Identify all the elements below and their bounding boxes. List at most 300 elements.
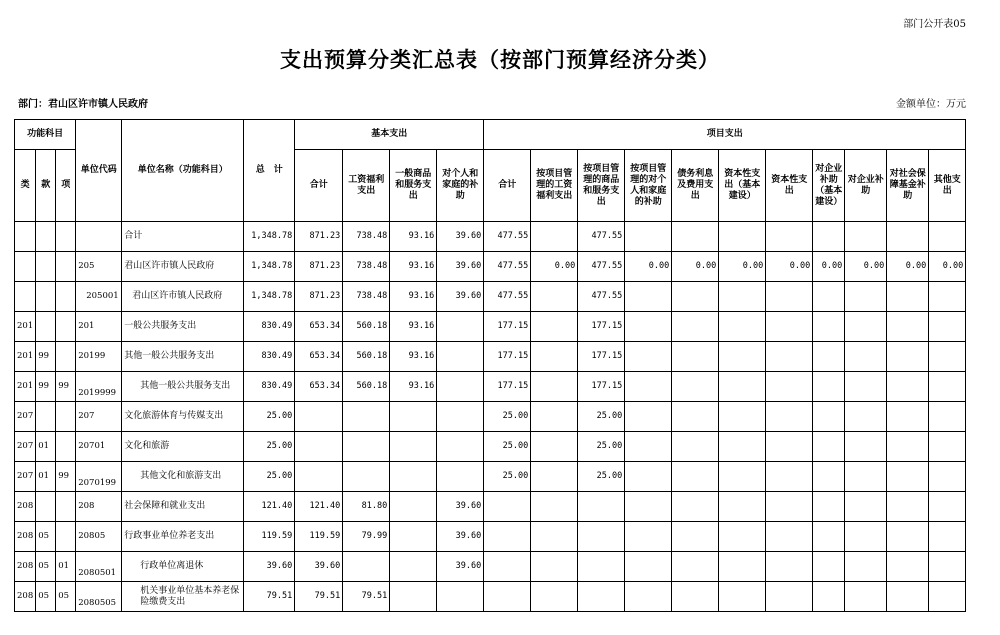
department-label: 部门：君山区许市镇人民政府	[18, 99, 148, 110]
cell-amount: 0.00	[625, 252, 672, 282]
cell-amount: 0.00	[766, 252, 813, 282]
cell-unit-name: 文化旅游体育与传媒支出	[122, 402, 244, 432]
cell-amount: 738.48	[343, 222, 390, 252]
cell-unit-name: 君山区许市镇人民政府	[122, 282, 244, 312]
cell-amount: 560.18	[343, 342, 390, 372]
cell-lei: 208	[15, 522, 36, 552]
cell-amount: 25.00	[244, 432, 295, 462]
cell-amount: 0.00	[813, 252, 845, 282]
cell-unit-code: 207	[76, 402, 122, 432]
cell-xiang: 05	[56, 582, 76, 612]
cell-unit-code: 2080505	[76, 582, 122, 612]
cell-amount	[887, 372, 929, 402]
cell-amount	[390, 582, 437, 612]
cell-kuan	[36, 402, 56, 432]
cell-amount: 738.48	[343, 282, 390, 312]
cell-amount: 1,348.78	[244, 252, 295, 282]
cell-amount: 653.34	[295, 372, 343, 402]
cell-unit-name: 其他一般公共服务支出	[122, 342, 244, 372]
cell-unit-code: 205001	[76, 282, 122, 312]
header-kuan: 款	[36, 150, 56, 222]
cell-amount: 25.00	[484, 402, 531, 432]
cell-unit-code: 205	[76, 252, 122, 282]
cell-amount	[766, 312, 813, 342]
cell-amount	[531, 492, 578, 522]
cell-amount	[929, 282, 966, 312]
cell-amount	[766, 522, 813, 552]
cell-unit-name: 合计	[122, 222, 244, 252]
header-func-subject: 功能科目	[15, 120, 76, 150]
cell-amount	[719, 222, 766, 252]
cell-amount	[484, 582, 531, 612]
cell-amount	[813, 312, 845, 342]
cell-amount: 93.16	[390, 252, 437, 282]
cell-amount	[929, 222, 966, 252]
table-row	[15, 372, 966, 402]
cell-amount	[625, 402, 672, 432]
cell-amount	[766, 492, 813, 522]
cell-amount	[719, 552, 766, 582]
cell-unit-code: 2070199	[76, 462, 122, 492]
cell-amount	[719, 462, 766, 492]
table-row	[15, 582, 966, 612]
cell-amount	[437, 462, 484, 492]
cell-kuan: 99	[36, 372, 56, 402]
cell-amount	[437, 582, 484, 612]
cell-amount	[531, 432, 578, 462]
cell-amount: 25.00	[484, 432, 531, 462]
cell-amount: 177.15	[484, 312, 531, 342]
cell-amount	[625, 282, 672, 312]
form-number: 部门公开表05	[903, 19, 966, 30]
cell-amount	[845, 432, 887, 462]
header-project-col: 资本性支出（基本建设）	[719, 150, 766, 222]
cell-amount	[390, 492, 437, 522]
cell-amount	[929, 582, 966, 612]
cell-amount	[531, 462, 578, 492]
cell-amount	[531, 282, 578, 312]
cell-amount	[813, 432, 845, 462]
cell-amount	[813, 582, 845, 612]
cell-amount	[887, 312, 929, 342]
header-basic-col: 对个人和家庭的补助	[437, 150, 484, 222]
cell-amount: 177.15	[578, 342, 625, 372]
cell-amount: 0.00	[887, 252, 929, 282]
cell-kuan	[36, 252, 56, 282]
header-project-col: 其他支出	[929, 150, 966, 222]
cell-unit-name: 文化和旅游	[122, 432, 244, 462]
cell-amount	[845, 552, 887, 582]
cell-amount: 119.59	[295, 522, 343, 552]
cell-amount: 79.51	[343, 582, 390, 612]
cell-amount	[887, 342, 929, 372]
cell-amount	[845, 222, 887, 252]
cell-amount	[343, 462, 390, 492]
cell-amount	[531, 342, 578, 372]
cell-kuan: 05	[36, 522, 56, 552]
cell-xiang	[56, 402, 76, 432]
cell-amount: 177.15	[578, 372, 625, 402]
cell-amount	[672, 402, 719, 432]
cell-amount	[766, 342, 813, 372]
cell-amount	[845, 522, 887, 552]
cell-lei: 201	[15, 312, 36, 342]
cell-amount	[929, 492, 966, 522]
cell-amount	[531, 312, 578, 342]
cell-lei: 201	[15, 372, 36, 402]
header-project-col: 按项目管理的工资福利支出	[531, 150, 578, 222]
header-project-col: 合计	[484, 150, 531, 222]
cell-lei	[15, 282, 36, 312]
cell-amount	[719, 372, 766, 402]
cell-amount: 560.18	[343, 312, 390, 342]
cell-amount	[625, 552, 672, 582]
cell-amount	[531, 582, 578, 612]
header-project-col: 按项目管理的对个人和家庭的补助	[625, 150, 672, 222]
cell-unit-code: 2019999	[76, 372, 122, 402]
cell-unit-code: 20199	[76, 342, 122, 372]
expenditure-table	[14, 119, 966, 612]
cell-amount	[484, 552, 531, 582]
cell-amount	[766, 552, 813, 582]
cell-kuan	[36, 282, 56, 312]
cell-amount: 871.23	[295, 282, 343, 312]
cell-amount	[719, 492, 766, 522]
cell-amount	[672, 582, 719, 612]
cell-amount	[343, 552, 390, 582]
cell-amount	[672, 372, 719, 402]
cell-kuan	[36, 222, 56, 252]
cell-unit-code: 20805	[76, 522, 122, 552]
table-row	[15, 342, 966, 372]
cell-amount	[672, 222, 719, 252]
cell-amount	[766, 372, 813, 402]
cell-amount	[531, 372, 578, 402]
cell-amount: 119.59	[244, 522, 295, 552]
cell-amount	[766, 462, 813, 492]
cell-amount	[887, 402, 929, 432]
cell-kuan: 05	[36, 552, 56, 582]
cell-amount	[719, 432, 766, 462]
cell-lei	[15, 252, 36, 282]
cell-amount	[887, 432, 929, 462]
cell-amount	[531, 522, 578, 552]
cell-amount	[672, 522, 719, 552]
cell-amount: 560.18	[343, 372, 390, 402]
cell-amount: 0.00	[929, 252, 966, 282]
cell-amount	[295, 432, 343, 462]
cell-kuan: 01	[36, 432, 56, 462]
cell-xiang	[56, 222, 76, 252]
cell-amount	[437, 372, 484, 402]
cell-kuan: 99	[36, 342, 56, 372]
cell-amount	[625, 342, 672, 372]
cell-kuan	[36, 312, 56, 342]
cell-amount	[437, 432, 484, 462]
currency-unit-label: 金额单位：万元	[896, 99, 966, 110]
cell-amount	[845, 582, 887, 612]
cell-amount	[845, 312, 887, 342]
cell-amount	[719, 342, 766, 372]
cell-amount: 477.55	[484, 252, 531, 282]
cell-amount: 477.55	[578, 282, 625, 312]
cell-amount	[929, 312, 966, 342]
cell-amount	[578, 522, 625, 552]
table-row	[15, 462, 966, 492]
cell-amount: 93.16	[390, 342, 437, 372]
header-total: 总 计	[244, 120, 295, 222]
cell-amount	[625, 312, 672, 342]
cell-amount	[390, 432, 437, 462]
cell-lei: 207	[15, 432, 36, 462]
cell-unit-name: 行政单位离退休	[122, 552, 244, 582]
cell-amount: 93.16	[390, 222, 437, 252]
header-project-col: 对社会保障基金补助	[887, 150, 929, 222]
cell-amount: 39.60	[437, 492, 484, 522]
cell-amount: 653.34	[295, 312, 343, 342]
cell-amount: 25.00	[578, 402, 625, 432]
cell-amount	[813, 372, 845, 402]
table-row	[15, 522, 966, 552]
cell-amount	[625, 522, 672, 552]
cell-amount	[766, 282, 813, 312]
cell-amount	[437, 402, 484, 432]
cell-amount	[390, 522, 437, 552]
table-row	[15, 252, 966, 282]
cell-amount	[484, 492, 531, 522]
cell-amount: 39.60	[437, 222, 484, 252]
cell-amount	[625, 372, 672, 402]
cell-amount	[625, 462, 672, 492]
cell-amount	[929, 342, 966, 372]
cell-unit-code: 208	[76, 492, 122, 522]
cell-amount: 39.60	[244, 552, 295, 582]
cell-amount	[343, 402, 390, 432]
cell-amount	[845, 372, 887, 402]
cell-amount: 25.00	[578, 462, 625, 492]
cell-xiang: 99	[56, 372, 76, 402]
cell-unit-name: 社会保障和就业支出	[122, 492, 244, 522]
cell-lei: 201	[15, 342, 36, 372]
header-lei: 类	[15, 150, 36, 222]
cell-kuan: 05	[36, 582, 56, 612]
cell-amount	[625, 432, 672, 462]
cell-amount: 121.40	[244, 492, 295, 522]
cell-amount	[578, 492, 625, 522]
table-row	[15, 552, 966, 582]
header-unit-code: 单位代码	[76, 120, 122, 222]
cell-amount	[845, 462, 887, 492]
cell-unit-code: 201	[76, 312, 122, 342]
cell-amount: 25.00	[578, 432, 625, 462]
cell-xiang: 01	[56, 552, 76, 582]
cell-amount	[887, 222, 929, 252]
cell-amount	[578, 552, 625, 582]
header-xiang: 项	[56, 150, 76, 222]
cell-lei: 208	[15, 492, 36, 522]
cell-amount	[625, 222, 672, 252]
cell-amount	[813, 492, 845, 522]
cell-amount	[437, 342, 484, 372]
cell-amount	[390, 552, 437, 582]
cell-amount	[672, 312, 719, 342]
header-project-col: 债务利息及费用支出	[672, 150, 719, 222]
cell-amount	[929, 432, 966, 462]
cell-xiang	[56, 252, 76, 282]
header-basic-col: 一般商品和服务支出	[390, 150, 437, 222]
cell-lei: 208	[15, 552, 36, 582]
cell-xiang	[56, 432, 76, 462]
header-unit-name: 单位名称（功能科目）	[122, 120, 244, 222]
cell-amount	[813, 462, 845, 492]
cell-amount	[813, 402, 845, 432]
cell-amount	[766, 582, 813, 612]
cell-amount	[672, 492, 719, 522]
cell-amount: 0.00	[719, 252, 766, 282]
cell-amount	[719, 522, 766, 552]
cell-amount: 477.55	[484, 282, 531, 312]
cell-unit-name: 君山区许市镇人民政府	[122, 252, 244, 282]
cell-amount: 177.15	[578, 312, 625, 342]
cell-amount: 93.16	[390, 312, 437, 342]
cell-xiang	[56, 522, 76, 552]
cell-amount: 477.55	[578, 222, 625, 252]
header-basic-expenditure: 基本支出	[295, 120, 484, 150]
cell-amount: 39.60	[437, 522, 484, 552]
cell-amount	[719, 282, 766, 312]
cell-amount	[887, 582, 929, 612]
cell-amount	[719, 402, 766, 432]
header-project-col: 对企业补助	[845, 150, 887, 222]
cell-amount	[766, 402, 813, 432]
cell-amount: 477.55	[578, 252, 625, 282]
header-project-col: 按项目管理的商品和服务支出	[578, 150, 625, 222]
cell-amount	[672, 282, 719, 312]
cell-unit-name: 其他一般公共服务支出	[122, 372, 244, 402]
header-project-expenditure: 项目支出	[484, 120, 966, 150]
cell-amount: 121.40	[295, 492, 343, 522]
cell-amount	[437, 312, 484, 342]
cell-lei	[15, 222, 36, 252]
cell-amount	[672, 552, 719, 582]
page-title: 支出预算分类汇总表（按部门预算经济分类）	[280, 47, 720, 72]
cell-amount	[887, 552, 929, 582]
cell-xiang	[56, 282, 76, 312]
cell-amount: 39.60	[437, 552, 484, 582]
cell-amount: 738.48	[343, 252, 390, 282]
cell-amount: 477.55	[484, 222, 531, 252]
cell-amount	[887, 492, 929, 522]
cell-amount	[484, 522, 531, 552]
cell-amount	[295, 402, 343, 432]
cell-amount: 39.60	[437, 252, 484, 282]
cell-amount	[672, 432, 719, 462]
table-row	[15, 402, 966, 432]
cell-unit-code	[76, 222, 122, 252]
cell-amount: 93.16	[390, 372, 437, 402]
cell-lei: 207	[15, 402, 36, 432]
cell-unit-code: 2080501	[76, 552, 122, 582]
cell-amount	[929, 402, 966, 432]
cell-amount	[887, 282, 929, 312]
cell-unit-name: 行政事业单位养老支出	[122, 522, 244, 552]
cell-amount: 39.60	[295, 552, 343, 582]
cell-amount	[390, 462, 437, 492]
cell-amount	[672, 462, 719, 492]
cell-lei: 208	[15, 582, 36, 612]
cell-unit-name: 其他文化和旅游支出	[122, 462, 244, 492]
cell-amount	[813, 552, 845, 582]
cell-xiang	[56, 492, 76, 522]
cell-amount	[813, 222, 845, 252]
cell-amount	[766, 432, 813, 462]
cell-amount: 1,348.78	[244, 282, 295, 312]
cell-amount	[845, 402, 887, 432]
cell-amount: 830.49	[244, 342, 295, 372]
cell-amount	[625, 582, 672, 612]
cell-amount	[531, 402, 578, 432]
cell-amount: 0.00	[672, 252, 719, 282]
cell-amount	[845, 342, 887, 372]
cell-amount: 79.51	[295, 582, 343, 612]
cell-unit-code: 20701	[76, 432, 122, 462]
cell-xiang: 99	[56, 462, 76, 492]
cell-xiang	[56, 342, 76, 372]
cell-amount: 1,348.78	[244, 222, 295, 252]
cell-unit-name: 机关事业单位基本养老保险缴费支出	[122, 582, 244, 612]
header-basic-col: 合计	[295, 150, 343, 222]
cell-amount: 177.15	[484, 372, 531, 402]
header-project-col: 对企业补助（基本建设）	[813, 150, 845, 222]
cell-amount	[390, 402, 437, 432]
cell-amount	[813, 342, 845, 372]
cell-amount: 25.00	[484, 462, 531, 492]
cell-xiang	[56, 312, 76, 342]
cell-kuan	[36, 492, 56, 522]
cell-amount: 79.51	[244, 582, 295, 612]
cell-amount	[887, 462, 929, 492]
table-row	[15, 282, 966, 312]
cell-amount	[813, 282, 845, 312]
cell-amount	[929, 522, 966, 552]
cell-amount: 25.00	[244, 462, 295, 492]
table-row	[15, 492, 966, 522]
cell-amount	[887, 522, 929, 552]
cell-lei: 207	[15, 462, 36, 492]
cell-amount	[531, 552, 578, 582]
cell-unit-name: 一般公共服务支出	[122, 312, 244, 342]
cell-amount: 0.00	[845, 252, 887, 282]
cell-amount	[719, 582, 766, 612]
cell-amount: 25.00	[244, 402, 295, 432]
cell-amount: 177.15	[484, 342, 531, 372]
cell-amount: 0.00	[531, 252, 578, 282]
cell-amount	[845, 492, 887, 522]
header-basic-col: 工资福利支出	[343, 150, 390, 222]
cell-amount	[343, 432, 390, 462]
cell-amount: 81.80	[343, 492, 390, 522]
cell-amount: 871.23	[295, 222, 343, 252]
cell-amount	[845, 282, 887, 312]
cell-amount: 93.16	[390, 282, 437, 312]
cell-amount: 830.49	[244, 312, 295, 342]
cell-amount: 79.99	[343, 522, 390, 552]
cell-amount: 830.49	[244, 372, 295, 402]
cell-amount	[929, 552, 966, 582]
table-row	[15, 432, 966, 462]
cell-amount	[672, 342, 719, 372]
cell-amount: 653.34	[295, 342, 343, 372]
